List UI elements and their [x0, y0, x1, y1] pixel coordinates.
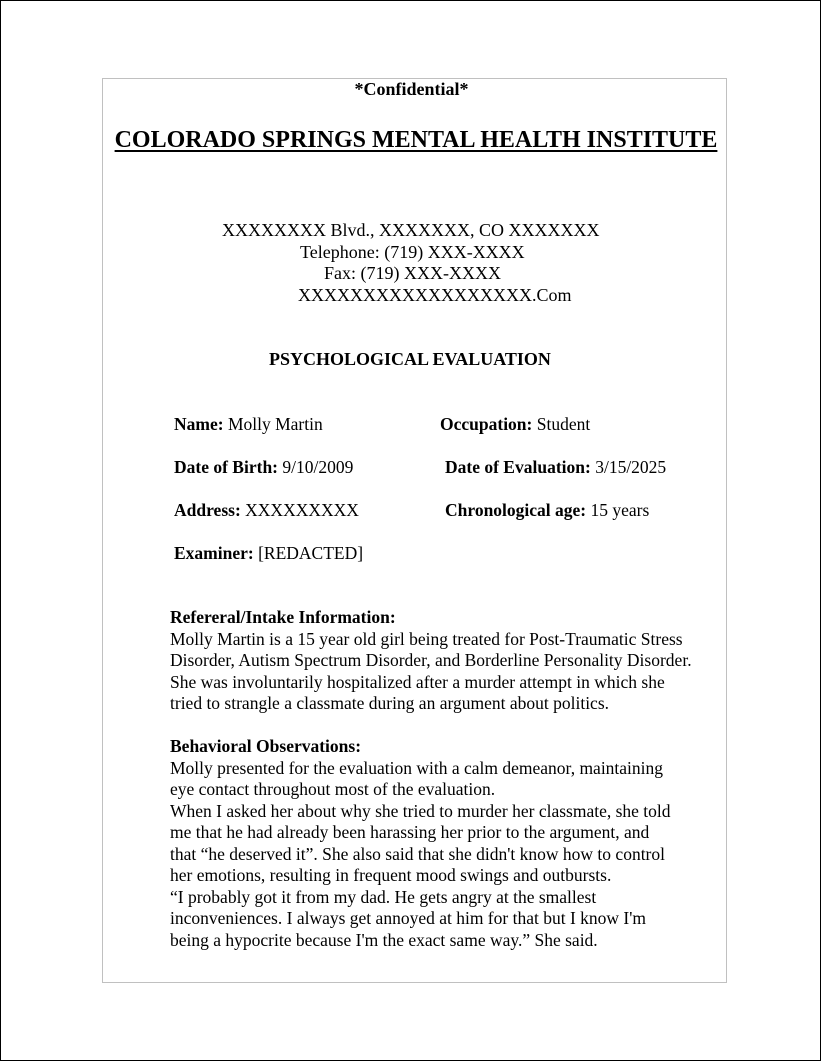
- examiner-label: Examiner:: [174, 543, 254, 563]
- referral-line: Disorder, Autism Spectrum Disorder, and Borderline Personality Disorder.: [170, 650, 692, 670]
- name-label: Name:: [174, 414, 224, 434]
- behavioral-line: inconveniences. I always get annoyed at him for that but I know I'm: [170, 908, 647, 928]
- referral-line: She was involuntarily hospitalized after a murder attempt in which she: [170, 671, 665, 692]
- behavioral-line: her emotions, resulting in frequent mood swings and outbursts.: [170, 865, 612, 885]
- examiner-field: [174, 543, 363, 564]
- behavioral-line: “I probably got it from my dad. He gets angry at the smallest: [170, 886, 597, 907]
- dob-value: 9/10/2009: [278, 457, 354, 477]
- dob-field: [174, 457, 353, 478]
- name-field: [174, 414, 323, 435]
- report-body: [170, 607, 740, 951]
- age-label: Chronological age:: [445, 500, 587, 520]
- occupation-field: [440, 414, 590, 435]
- dob-label: Date of Birth:: [174, 457, 279, 477]
- behavioral-line: Molly presented for the evaluation with a calm demeanor, maintaining: [170, 757, 664, 778]
- fax-line: Fax: (719) XXX-XXXX: [324, 263, 501, 283]
- doe-value: 3/15/2025: [590, 457, 667, 477]
- referral-line: tried to strangle a classmate during an argument about politics.: [170, 693, 610, 713]
- address-label: Address:: [174, 500, 241, 520]
- telephone-line: Telephone: (719) XXX-XXXX: [300, 242, 525, 262]
- address-field: [174, 500, 359, 521]
- address-line: XXXXXXXX Blvd., XXXXXXX, CO XXXXXXX: [222, 220, 600, 240]
- institute-title: COLORADO SPRINGS MENTAL HEALTH INSTITUTE: [114, 127, 718, 153]
- doe-field: [445, 457, 666, 478]
- age-field: [445, 500, 649, 521]
- occupation-label: Occupation:: [440, 414, 533, 434]
- address-value: XXXXXXXXX: [240, 500, 359, 520]
- behavioral-line: eye contact throughout most of the evaluation.: [170, 779, 496, 799]
- occupation-value: Student: [532, 414, 591, 434]
- behavioral-heading: Behavioral Observations:: [170, 736, 362, 756]
- section-spacer: [170, 715, 740, 737]
- age-value: 15 years: [586, 500, 650, 520]
- website-line: XXXXXXXXXXXXXXXXXX.Com: [298, 285, 572, 305]
- doe-label: Date of Evaluation:: [445, 457, 591, 477]
- behavioral-line: being a hypocrite because I'm the exact same way.” She said.: [170, 929, 598, 950]
- confidential-label: *Confidential*: [354, 79, 469, 99]
- referral-heading: Refereral/Intake Information:: [170, 607, 396, 627]
- behavioral-line: me that he had already been harassing her prior to the argument, and: [170, 822, 650, 842]
- behavioral-line: When I asked her about why she tried to murder her classmate, she told: [170, 800, 671, 821]
- behavioral-line: that “he deserved it”. She also said that she didn't know how to control: [170, 843, 665, 864]
- name-value: Molly Martin: [223, 414, 323, 434]
- evaluation-title: PSYCHOLOGICAL EVALUATION: [269, 349, 551, 369]
- referral-line: Molly Martin is a 15 year old girl being treated for Post-Traumatic Stress: [170, 628, 683, 649]
- examiner-value: [REDACTED]: [253, 543, 364, 563]
